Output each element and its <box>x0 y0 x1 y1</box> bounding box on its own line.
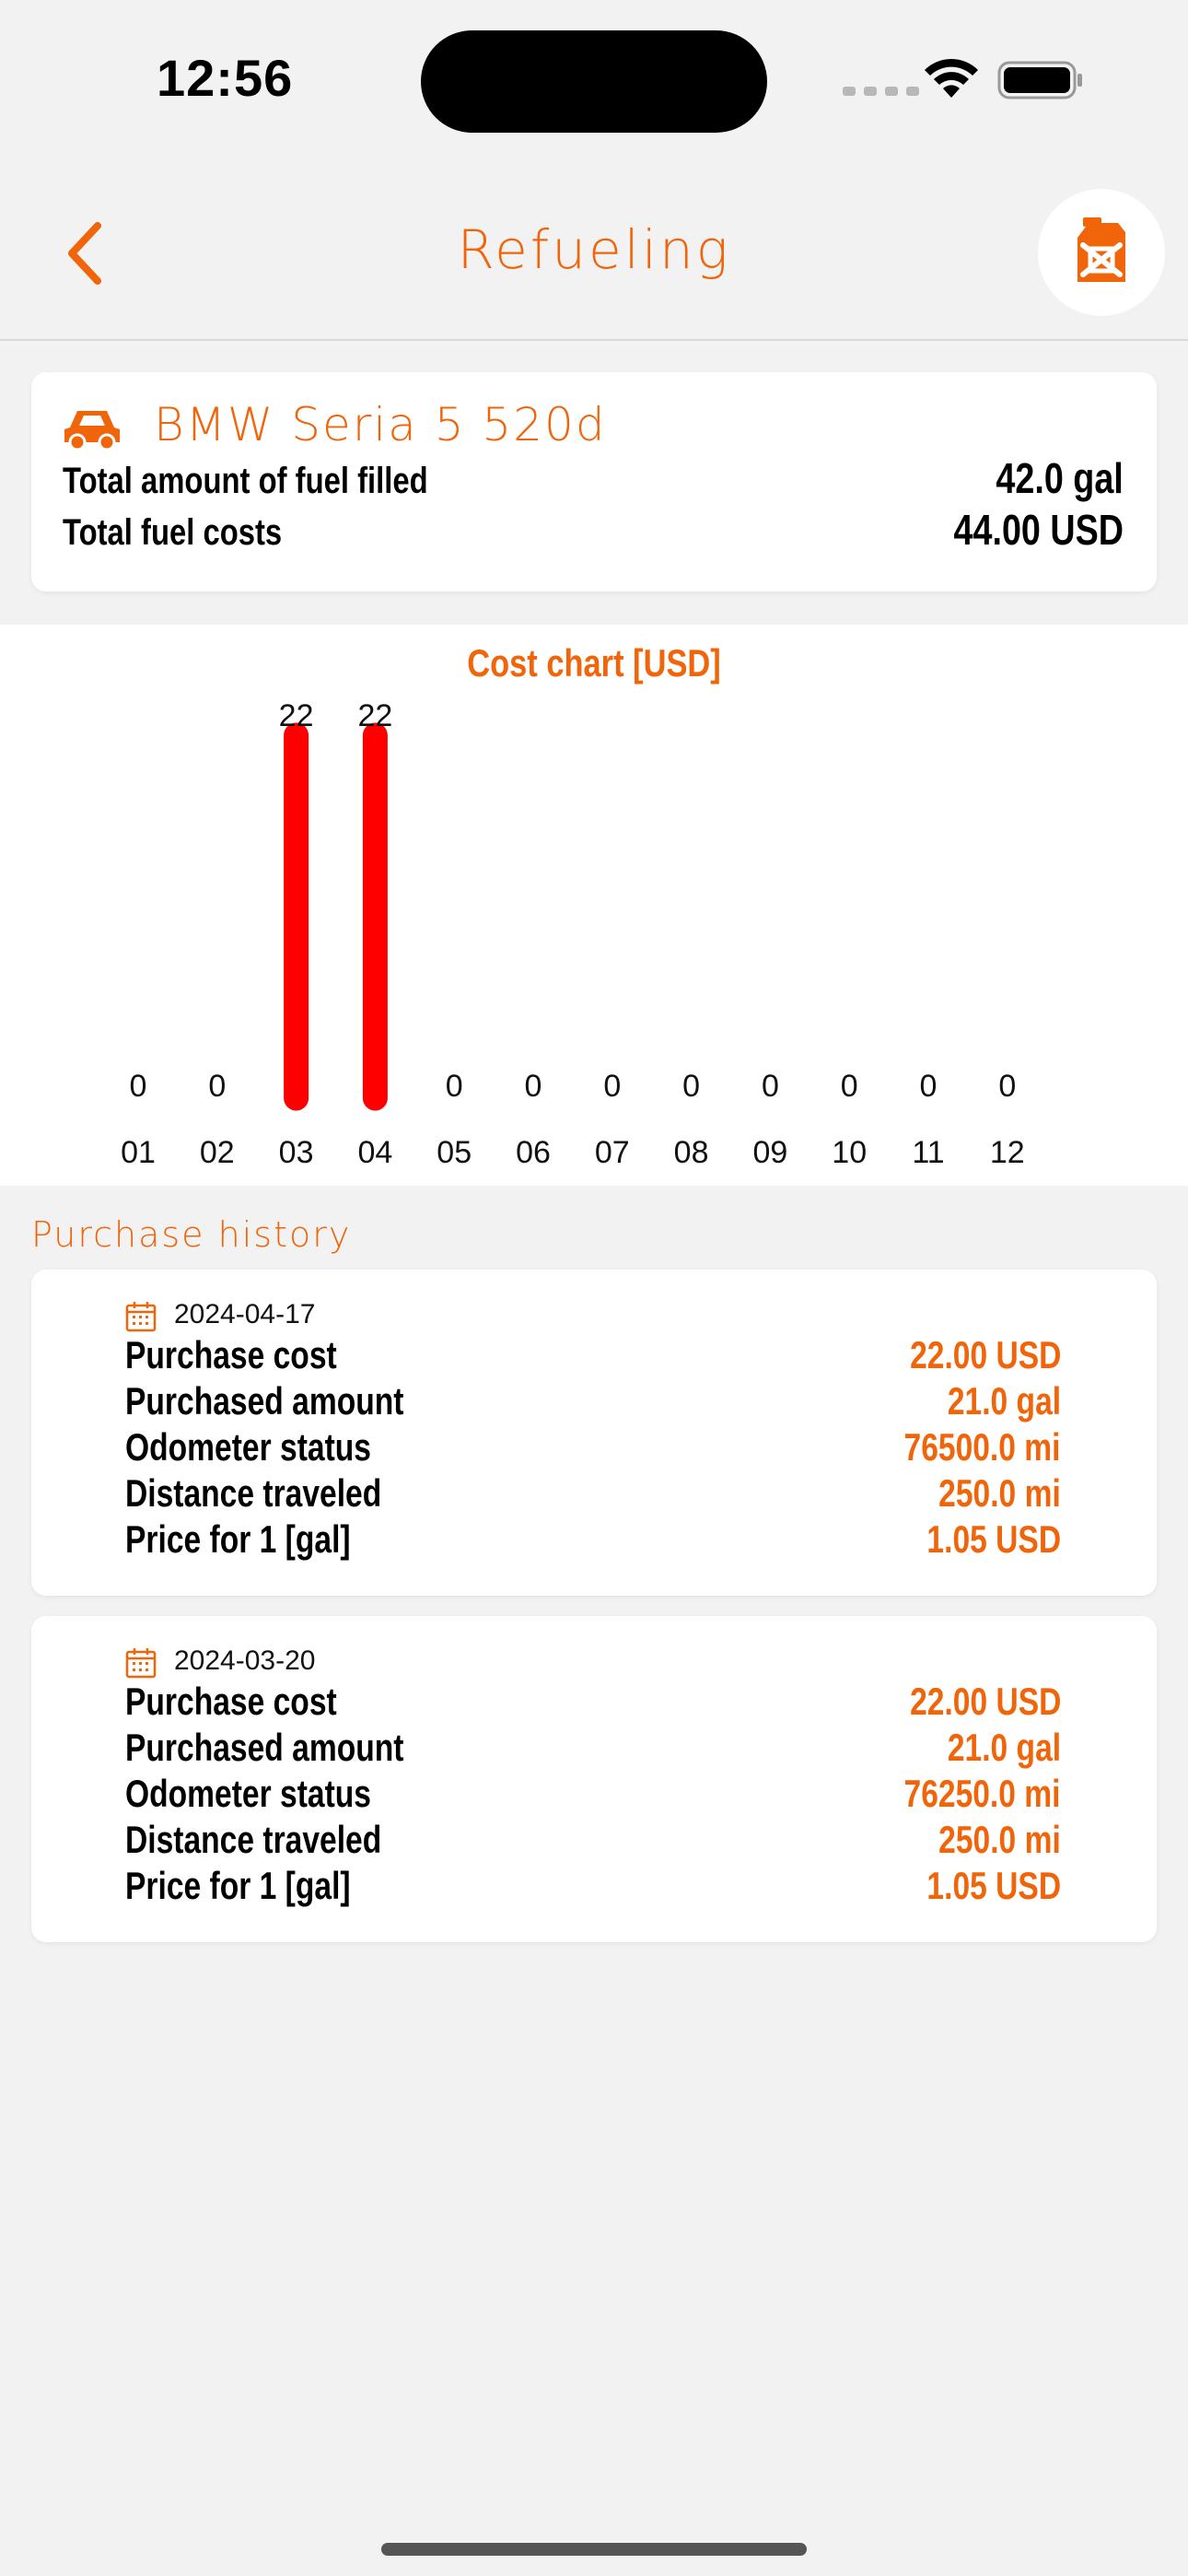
purchase-date: 2024-04-17 <box>174 1299 316 1329</box>
row-value: 21.0 gal <box>947 1379 1061 1423</box>
x-tick-03: 03 <box>278 1135 314 1170</box>
x-tick-06: 06 <box>516 1135 551 1170</box>
navigation-bar <box>0 166 1188 341</box>
page-title: Refueling <box>457 218 731 281</box>
unit-price-row <box>125 1516 1061 1563</box>
cost-chart <box>0 625 1188 1186</box>
row-value: 22.00 USD <box>909 1333 1061 1376</box>
row-value: 250.0 mi <box>938 1818 1061 1861</box>
row-label: Distance traveled <box>125 1471 382 1515</box>
data-label-12: 0 <box>998 1069 1017 1104</box>
row-value: 1.05 USD <box>926 1864 1061 1907</box>
row-label: Price for 1 [gal] <box>125 1517 351 1561</box>
purchased-amount-row <box>125 1378 1061 1424</box>
purchase-date: 2024-03-20 <box>174 1645 316 1676</box>
purchase-cost-row <box>125 1332 1061 1378</box>
x-tick-05: 05 <box>437 1135 472 1170</box>
purchase-cost-row <box>125 1679 1061 1725</box>
data-label-05: 0 <box>445 1069 463 1104</box>
fuel-can-icon <box>1072 217 1131 287</box>
data-label-08: 0 <box>682 1069 701 1104</box>
x-tick-08: 08 <box>673 1135 709 1170</box>
total-fuel-label: Total amount of fuel filled <box>63 461 428 501</box>
x-tick-11: 11 <box>912 1135 945 1170</box>
row-label: Distance traveled <box>125 1818 382 1861</box>
status-time: 12:56 <box>157 49 294 107</box>
odometer-row <box>125 1424 1061 1470</box>
total-cost-value: 44.00 USD <box>953 506 1124 554</box>
odometer-row <box>125 1771 1061 1817</box>
purchase-history-title: Purchase history <box>31 1214 352 1255</box>
total-fuel-value: 42.0 gal <box>996 454 1124 502</box>
x-tick-01: 01 <box>121 1135 156 1170</box>
row-label: Odometer status <box>125 1425 371 1469</box>
data-label-02: 0 <box>208 1069 227 1104</box>
row-value: 22.00 USD <box>909 1680 1061 1723</box>
x-tick-07: 07 <box>594 1135 630 1170</box>
row-value: 1.05 USD <box>926 1517 1061 1561</box>
purchase-card[interactable] <box>31 1616 1157 1942</box>
purchase-details <box>125 1332 1061 1563</box>
data-label-01: 0 <box>129 1069 147 1104</box>
total-fuel-row <box>63 453 1124 503</box>
data-label-07: 0 <box>603 1069 622 1104</box>
distance-row <box>125 1817 1061 1863</box>
calendar-icon <box>125 1647 157 1679</box>
x-tick-02: 02 <box>199 1135 235 1170</box>
nav-divider <box>0 339 1188 341</box>
row-label: Odometer status <box>125 1772 371 1815</box>
home-indicator[interactable] <box>381 2543 807 2556</box>
vehicle-name: BMW Seria 5 520d <box>154 398 607 451</box>
chart-title: Cost chart [USD] <box>467 641 721 685</box>
row-label: Purchased amount <box>125 1726 404 1769</box>
cost-chart-svg <box>0 625 1188 1186</box>
data-label-06: 0 <box>524 1069 542 1104</box>
battery-icon <box>997 61 1084 100</box>
data-label-04: 22 <box>357 698 393 733</box>
row-value: 21.0 gal <box>947 1726 1061 1769</box>
data-label-03: 22 <box>278 698 314 733</box>
row-value: 76500.0 mi <box>903 1425 1061 1469</box>
x-tick-10: 10 <box>832 1135 868 1170</box>
row-label: Purchase cost <box>125 1680 337 1723</box>
purchase-details <box>125 1679 1061 1909</box>
dynamic-island <box>421 30 767 133</box>
data-label-11: 0 <box>919 1069 938 1104</box>
data-label-09: 0 <box>761 1069 779 1104</box>
x-tick-12: 12 <box>989 1135 1025 1170</box>
vehicle-summary-card <box>31 372 1157 591</box>
distance-row <box>125 1470 1061 1516</box>
purchase-card[interactable] <box>31 1270 1157 1596</box>
total-cost-label: Total fuel costs <box>63 512 283 553</box>
row-label: Purchase cost <box>125 1333 337 1376</box>
row-label: Purchased amount <box>125 1379 404 1423</box>
total-cost-row <box>63 505 1124 555</box>
x-tick-04: 04 <box>357 1135 393 1170</box>
row-value: 250.0 mi <box>938 1471 1061 1515</box>
data-label-10: 0 <box>840 1069 858 1104</box>
purchased-amount-row <box>125 1725 1061 1771</box>
cellular-signal-icon <box>843 87 919 96</box>
x-tick-09: 09 <box>752 1135 788 1170</box>
car-icon <box>61 405 123 451</box>
calendar-icon <box>125 1301 157 1332</box>
row-label: Price for 1 [gal] <box>125 1864 351 1907</box>
unit-price-row <box>125 1863 1061 1909</box>
row-value: 76250.0 mi <box>903 1772 1061 1815</box>
wifi-icon <box>921 55 982 101</box>
status-bar <box>0 0 1188 166</box>
add-refueling-button[interactable] <box>1038 189 1165 316</box>
